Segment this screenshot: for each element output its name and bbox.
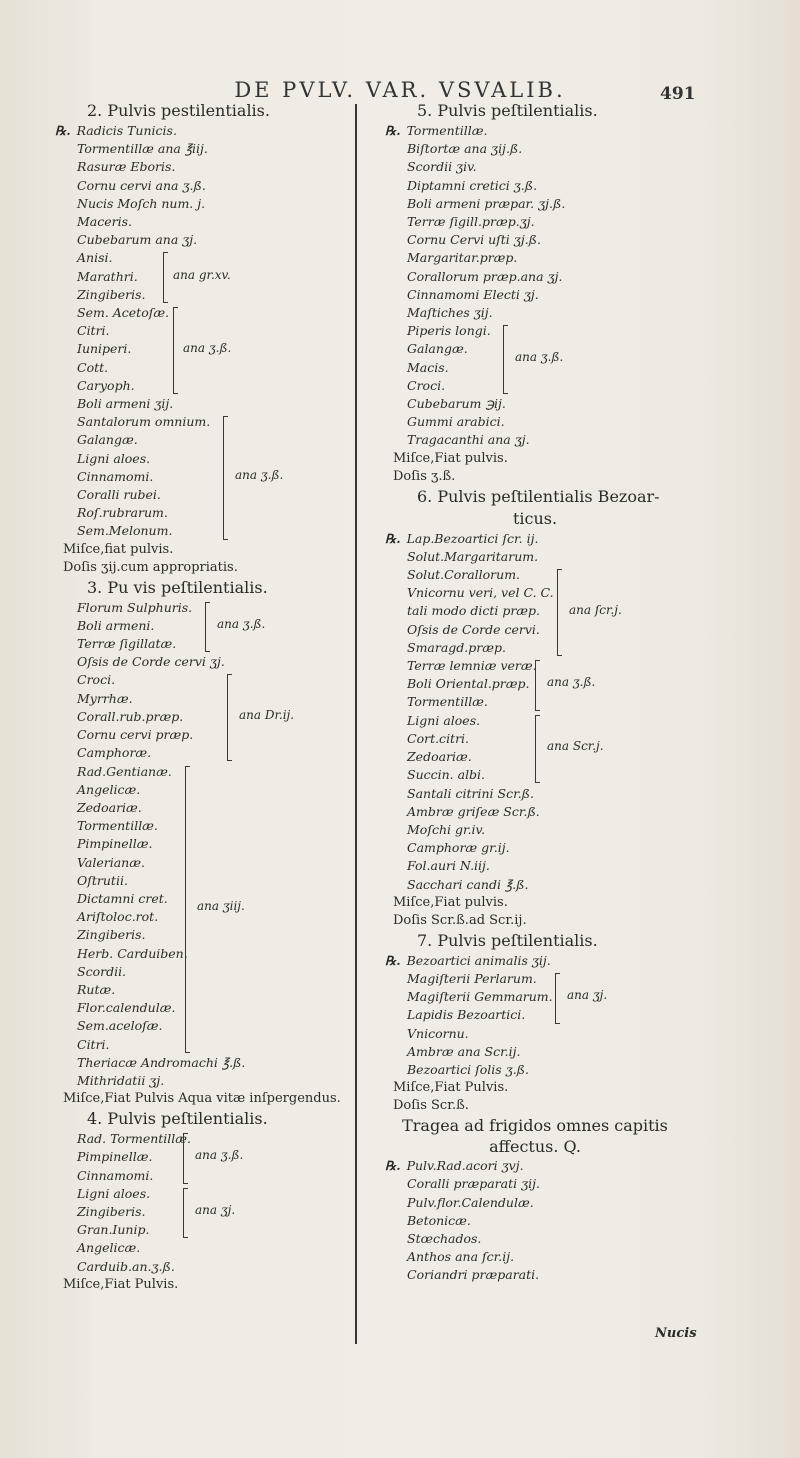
recipe-line xyxy=(385,140,685,158)
recipe-line xyxy=(55,1072,350,1090)
recipe-line xyxy=(385,304,685,322)
recipe-line xyxy=(55,359,350,377)
recipe-line xyxy=(385,413,685,431)
recipe-line xyxy=(55,1185,350,1203)
brace-group xyxy=(385,970,685,1025)
recipe-line xyxy=(385,395,685,413)
recipe-line xyxy=(55,468,350,486)
brace-note: ana ʒ.ß. xyxy=(515,349,564,364)
ingredient-text: Scordii ʒiv. xyxy=(407,159,477,175)
recipe-line xyxy=(385,177,685,195)
ingredient-text: Solut.Corallorum. xyxy=(407,567,521,583)
running-title: DE PVLV. VAR. VSVALIB. xyxy=(234,78,566,102)
recipe-line xyxy=(385,1006,685,1024)
brace-mark xyxy=(223,416,228,539)
recipe-line xyxy=(385,1212,685,1230)
ingredient-text: Moſchi gr.iv. xyxy=(407,821,486,837)
recipe-line xyxy=(385,286,685,304)
ingredient-text: Anisi. xyxy=(77,250,113,266)
ingredient-text: Rasuræ Eboris. xyxy=(77,159,176,175)
ingredient-text: Diptamni cretici ʒ.ß. xyxy=(407,177,538,193)
ingredient-text: Cinnamomi Electi ʒj. xyxy=(407,286,539,302)
ingredient-text: Cott. xyxy=(77,359,109,375)
ingredient-text: Macis. xyxy=(407,359,449,375)
recipe-line xyxy=(55,504,350,522)
ingredient-text: Theriacæ Andromachi ℥.ß. xyxy=(77,1054,246,1070)
recipe-line xyxy=(55,122,350,140)
ingredient-text: Ambræ ana Scr.ij. xyxy=(407,1043,521,1059)
ingredient-text: Galangæ. xyxy=(77,432,138,448)
brace-group xyxy=(385,566,685,657)
brace-mark xyxy=(535,715,540,784)
recipe-line xyxy=(385,1061,685,1079)
ingredient-text: Cort.citri. xyxy=(407,730,470,746)
brace-mark xyxy=(227,674,232,761)
ingredient-text: Zingiberis. xyxy=(77,1203,146,1219)
ingredient-text: Tragacanthi ana ʒj. xyxy=(407,432,530,448)
recipe-line xyxy=(385,1230,685,1248)
ingredient-text: Corall.rub.præp. xyxy=(77,708,184,724)
instruction-line: Doſis Scr.ß.ad Scr.ij. xyxy=(393,912,527,928)
recipe-line xyxy=(385,857,685,875)
brace-note: ana ʒiij. xyxy=(197,899,245,914)
recipe-line xyxy=(385,1194,685,1212)
recipe-title: 3. Pu vis peſtilentialis. xyxy=(87,577,268,597)
ingredient-text: Magiſterii Gemmarum. xyxy=(407,989,553,1005)
recipe-line xyxy=(55,195,350,213)
recipe-line xyxy=(385,602,685,620)
instruction-line: Miſce,fiat pulvis. xyxy=(63,541,174,557)
ingredient-text: Bezoartici animalis ʒij. xyxy=(406,952,551,968)
recipe-line xyxy=(385,1266,685,1284)
ingredient-text: Santali citrini Scr.ß. xyxy=(407,785,534,801)
ingredient-text: Croci. xyxy=(77,672,116,688)
recipe-line xyxy=(385,1248,685,1266)
page-number: 491 xyxy=(660,84,696,104)
ingredient-text: Ligni aloes. xyxy=(77,1185,151,1201)
ingredient-text: Oſsis de Corde cervi. xyxy=(407,621,540,637)
ingredient-text: Sem.Melonum. xyxy=(77,523,173,539)
ingredient-text: Tormentillæ ana ℥iij. xyxy=(77,141,208,157)
ingredient-text: Oſtrutii. xyxy=(77,872,128,888)
ingredient-text: Myrrhæ. xyxy=(77,690,133,706)
recipe-line xyxy=(55,213,350,231)
ingredient-text: Caryoph. xyxy=(77,377,135,393)
recipe-line xyxy=(55,817,350,835)
recipe-line xyxy=(55,522,350,540)
recipe-line xyxy=(55,726,350,744)
brace-note: ana ʒj. xyxy=(195,1203,236,1218)
ingredient-text: Ligni aloes. xyxy=(407,712,481,728)
ingredient-text: Solut.Margaritarum. xyxy=(407,548,539,564)
brace-mark xyxy=(557,569,562,656)
recipe-line xyxy=(385,377,685,395)
ingredient-text: Oſsis de Corde cervi ʒj. xyxy=(77,654,225,670)
recipe-title: 6. Pulvis peſtilentialis Bezoar- xyxy=(417,486,660,506)
ingredient-text: Angelicæ. xyxy=(77,781,141,797)
brace-mark xyxy=(535,660,540,711)
ingredient-text: Coralli præparati ʒij. xyxy=(407,1176,540,1192)
instruction-line: Doſis ʒ.ß. xyxy=(393,468,456,484)
brace-group xyxy=(385,322,685,395)
ingredient-text: Pimpinellæ. xyxy=(77,1149,153,1165)
tragea-title: Tragea ad frigidos omnes capitis xyxy=(402,1116,668,1136)
ingredient-text: Boli armeni præpar. ʒj.ß. xyxy=(407,195,566,211)
brace-note: ana ſcr.j. xyxy=(569,602,622,617)
recipe-line xyxy=(55,304,350,322)
instruction-line: Miſce,Fiat pulvis. xyxy=(393,450,508,466)
recipe-line xyxy=(55,450,350,468)
recipe-line xyxy=(385,530,685,548)
recipe-line xyxy=(55,158,350,176)
ingredient-text: Vnicornu. xyxy=(407,1025,469,1041)
ingredient-text: Magiſterii Perlarum. xyxy=(407,970,537,986)
recipe-symbol: ℞. xyxy=(385,1158,401,1174)
recipe-line xyxy=(385,1157,685,1175)
recipe-line xyxy=(385,122,685,140)
ingredient-text: Cubebarum ℈ij. xyxy=(407,396,506,412)
brace-mark xyxy=(185,766,190,1053)
ingredient-text: Croci. xyxy=(407,377,446,393)
instruction-line: Miſce,Fiat Pulvis. xyxy=(63,1276,179,1292)
recipe-line xyxy=(385,785,685,803)
ingredient-text: Anthos ana ſcr.ij. xyxy=(407,1249,515,1265)
instruction-line: Doſis Scr.ß. xyxy=(393,1098,469,1114)
recipe-line xyxy=(55,377,350,395)
recipe-line xyxy=(55,1017,350,1035)
recipe-symbol: ℞. xyxy=(385,123,401,138)
ingredient-text: Citri. xyxy=(77,1036,110,1052)
brace-group xyxy=(55,1130,350,1185)
ingredient-text: Cinnamomi. xyxy=(77,468,154,484)
ingredient-text: Fol.auri N.iij. xyxy=(407,858,490,874)
recipe-line xyxy=(385,231,685,249)
recipe-line xyxy=(385,821,685,839)
ingredient-text: Florum Sulphuris. xyxy=(77,599,193,615)
ingredient-text: Flor.calendulæ. xyxy=(77,1000,176,1016)
ingredient-text: Cornu Cervi uſti ʒj.ß. xyxy=(407,232,542,248)
brace-note: ana Dr.ij. xyxy=(239,707,295,722)
brace-mark xyxy=(163,252,168,303)
brace-group xyxy=(55,413,350,540)
recipe-line xyxy=(55,1221,350,1239)
ingredient-text: Bezoartici ſolis ʒ.ß. xyxy=(407,1061,530,1077)
brace-mark xyxy=(183,1188,188,1239)
recipe-line xyxy=(55,599,350,617)
brace-note: ana ʒ.ß. xyxy=(547,675,596,690)
recipe-line xyxy=(385,548,685,566)
ingredient-text: Pulv.flor.Calendulæ. xyxy=(407,1194,534,1210)
brace-note: ana ʒ.ß. xyxy=(235,467,284,482)
ingredient-text: Iuniperi. xyxy=(77,341,132,357)
recipe-title: ticus. xyxy=(512,508,558,528)
ingredient-text: Boli Oriental.præp. xyxy=(407,676,530,692)
brace-mark xyxy=(555,973,560,1024)
ingredient-text: Rutæ. xyxy=(77,981,116,997)
recipe-line xyxy=(385,249,685,267)
ingredient-text: Zingiberis. xyxy=(77,927,146,943)
ingredient-text: Valerianæ. xyxy=(77,854,145,870)
ingredient-text: Zedoariæ. xyxy=(77,799,142,815)
ingredient-text: Margaritar.præp. xyxy=(407,250,518,266)
recipe-line xyxy=(55,395,350,413)
recipe-line xyxy=(385,876,685,894)
recipe-line xyxy=(385,952,685,970)
ingredient-text: Ariſtoloc.rot. xyxy=(77,909,159,925)
recipe-line xyxy=(385,803,685,821)
brace-mark xyxy=(173,307,178,394)
recipe-line xyxy=(385,988,685,1006)
recipe-line xyxy=(55,744,350,762)
recipe-line xyxy=(55,799,350,817)
recipe-symbol: ℞. xyxy=(385,952,401,968)
ingredient-text: Terræ ſigill.præp.ʒj. xyxy=(407,214,535,230)
recipe-line xyxy=(55,431,350,449)
ingredient-text: Succin. albi. xyxy=(407,767,486,783)
brace-mark xyxy=(183,1133,188,1184)
recipe-line xyxy=(55,763,350,781)
brace-group xyxy=(55,671,350,762)
recipe-line xyxy=(55,999,350,1017)
ingredient-text: Tormentillæ. xyxy=(406,123,488,138)
ingredient-text: Herb. Carduiben. xyxy=(77,945,188,961)
ingredient-text: Cornu cervi ana ʒ.ß. xyxy=(77,177,206,193)
brace-group xyxy=(55,599,350,654)
ingredient-text: Piperis longi. xyxy=(407,323,491,339)
ingredient-text: Angelicæ. xyxy=(77,1240,141,1256)
brace-note: ana ʒ.ß. xyxy=(183,340,232,355)
ingredient-text: Zedoariæ. xyxy=(407,749,472,765)
recipe-line xyxy=(55,708,350,726)
right-column xyxy=(385,100,685,1285)
recipe-title: 5. Pulvis peſtilentialis. xyxy=(417,101,598,120)
ingredient-text: Ambræ griſeæ Scr.ß. xyxy=(407,803,540,819)
ingredient-text: Maſtiches ʒij. xyxy=(407,305,493,321)
recipe-line xyxy=(55,653,350,671)
recipe-line xyxy=(55,945,350,963)
recipe-line xyxy=(55,635,350,653)
recipe-line xyxy=(55,177,350,195)
catchword: Nucis xyxy=(655,1326,697,1341)
ingredient-text: Dictamni cret. xyxy=(77,890,168,906)
ingredient-text: Nucis Moſch num. j. xyxy=(77,195,206,211)
recipe-line xyxy=(385,431,685,449)
recipe-line xyxy=(55,486,350,504)
recipe-line xyxy=(55,963,350,981)
ingredient-text: Sacchari candi ℥.ß. xyxy=(407,876,529,892)
instruction-line: Miſce,Fiat Pulvis Aqua vitæ inſpergendus. xyxy=(63,1091,341,1107)
ingredient-text: Smaragd.præp. xyxy=(407,639,506,655)
recipe-line xyxy=(55,1036,350,1054)
recipe-line xyxy=(55,1054,350,1072)
ingredient-text: Scordii. xyxy=(77,963,127,979)
brace-note: ana Scr.j. xyxy=(547,739,604,754)
ingredient-text: Coralli rubei. xyxy=(77,487,161,503)
recipe-title: 2. Pulvis pestilentialis. xyxy=(87,101,270,120)
recipe-line xyxy=(385,970,685,988)
recipe-line xyxy=(55,617,350,635)
ingredient-text: Terræ ſigillatæ. xyxy=(77,636,177,652)
recipe-line xyxy=(385,213,685,231)
ingredient-text: Stœchados. xyxy=(407,1230,482,1246)
ingredient-text: Terræ lemniæ veræ. xyxy=(407,658,537,674)
ingredient-text: Galangæ. xyxy=(407,341,468,357)
recipe-line xyxy=(55,671,350,689)
recipe-line xyxy=(55,690,350,708)
recipe-line xyxy=(385,839,685,857)
recipe-line xyxy=(55,854,350,872)
recipe-line xyxy=(385,639,685,657)
recipe-line xyxy=(385,1043,685,1061)
recipe-symbol: ℞. xyxy=(385,530,401,546)
ingredient-text: Corallorum præp.ana ʒj. xyxy=(407,268,563,284)
recipe-line xyxy=(385,1175,685,1193)
ingredient-text: Boli armeni. xyxy=(77,617,155,633)
column-divider xyxy=(355,104,357,1344)
recipe-line xyxy=(55,1239,350,1257)
brace-group xyxy=(55,304,350,395)
ingredient-text: Radicis Tunicis. xyxy=(76,123,177,138)
ingredient-text: Zingiberis. xyxy=(77,286,146,302)
ingredient-text: Tormentillæ. xyxy=(77,818,158,834)
recipe-line xyxy=(55,322,350,340)
brace-note: ana ʒj. xyxy=(567,988,608,1003)
ingredient-text: Pulv.Rad.acori ʒvj. xyxy=(406,1158,524,1174)
recipe-line xyxy=(55,249,350,267)
ingredient-text: Cinnamomi. xyxy=(77,1167,154,1183)
tragea-title: affectus. Q. xyxy=(489,1137,581,1157)
recipe-line xyxy=(385,322,685,340)
ingredient-text: Biſtortæ ana ʒij.ß. xyxy=(407,141,523,157)
ingredient-text: Santalorum omnium. xyxy=(77,414,211,430)
ingredient-text: Rad. Tormentillæ. xyxy=(77,1131,192,1147)
recipe-line xyxy=(385,158,685,176)
brace-group xyxy=(385,712,685,785)
recipe-title: 4. Pulvis peſtilentialis. xyxy=(87,1109,268,1129)
ingredient-text: Gran.Iunip. xyxy=(77,1222,150,1238)
brace-group xyxy=(385,657,685,712)
recipe-line xyxy=(385,1025,685,1043)
recipe-line xyxy=(385,566,685,584)
left-column xyxy=(55,100,350,1294)
recipe-line xyxy=(55,231,350,249)
recipe-line xyxy=(55,1130,350,1148)
brace-note: ana ʒ.ß. xyxy=(195,1148,244,1163)
recipe-title: 7. Pulvis peſtilentialis. xyxy=(417,930,598,950)
ingredient-text: Boli armeni ʒij. xyxy=(77,396,174,412)
brace-group xyxy=(55,249,350,304)
recipe-line xyxy=(385,621,685,639)
recipe-line xyxy=(55,835,350,853)
ingredient-text: Maceris. xyxy=(77,214,133,230)
recipe-line xyxy=(55,781,350,799)
ingredient-text: tali modo dicti præp. xyxy=(407,603,541,619)
recipe-line xyxy=(55,286,350,304)
instruction-line: Miſce,Fiat Pulvis. xyxy=(393,1080,509,1096)
ingredient-text: Citri. xyxy=(77,323,110,339)
instruction-line: Doſis ʒij.cum appropriatis. xyxy=(63,559,238,575)
ingredient-text: Roſ.rubrarum. xyxy=(77,505,168,521)
instruction-line: Miſce,Fiat pulvis. xyxy=(393,894,508,910)
ingredient-text: Camphoræ gr.ij. xyxy=(407,840,510,856)
recipe-symbol: ℞. xyxy=(55,123,71,138)
brace-group xyxy=(55,1185,350,1240)
ingredient-text: Mithridatii ʒj. xyxy=(77,1072,165,1088)
recipe-line xyxy=(385,268,685,286)
ingredient-text: Sem.aceloſæ. xyxy=(77,1018,163,1034)
recipe-line xyxy=(55,926,350,944)
ingredient-text: Coriandri præparati. xyxy=(407,1267,540,1283)
ingredient-text: Betonicæ. xyxy=(407,1212,471,1228)
recipe-line xyxy=(55,981,350,999)
recipe-line xyxy=(55,140,350,158)
recipe-line xyxy=(55,1167,350,1185)
ingredient-text: Ligni aloes. xyxy=(77,450,151,466)
ingredient-text: Rad.Gentianæ. xyxy=(77,763,172,779)
ingredient-text: Marathri. xyxy=(77,268,138,284)
brace-note: ana gr.xv. xyxy=(173,267,231,282)
ingredient-text: Lap.Bezoartici ſcr. ij. xyxy=(406,530,539,546)
brace-mark xyxy=(205,602,210,653)
brace-group xyxy=(55,763,350,1054)
ingredient-text: Tormentillæ. xyxy=(407,694,488,710)
ingredient-text: Gummi arabici. xyxy=(407,414,505,430)
brace-note: ana ʒ.ß. xyxy=(217,616,266,631)
ingredient-text: Camphoræ. xyxy=(77,745,152,761)
ingredient-text: Carduib.an.ʒ.ß. xyxy=(77,1258,175,1274)
ingredient-text: Cornu cervi præp. xyxy=(77,727,194,743)
ingredient-text: Pimpinellæ. xyxy=(77,836,153,852)
brace-mark xyxy=(503,325,508,394)
recipe-line xyxy=(55,413,350,431)
ingredient-text: Cubebarum ana ʒj. xyxy=(77,232,198,248)
ingredient-text: Sem. Acetoſæ. xyxy=(77,305,170,321)
recipe-line xyxy=(385,584,685,602)
recipe-line xyxy=(385,195,685,213)
recipe-line xyxy=(55,1258,350,1276)
ingredient-text: Lapidis Bezoartici. xyxy=(407,1007,526,1023)
recipe-line xyxy=(55,872,350,890)
ingredient-text: Vnicornu veri, vel C. C. xyxy=(407,585,554,601)
